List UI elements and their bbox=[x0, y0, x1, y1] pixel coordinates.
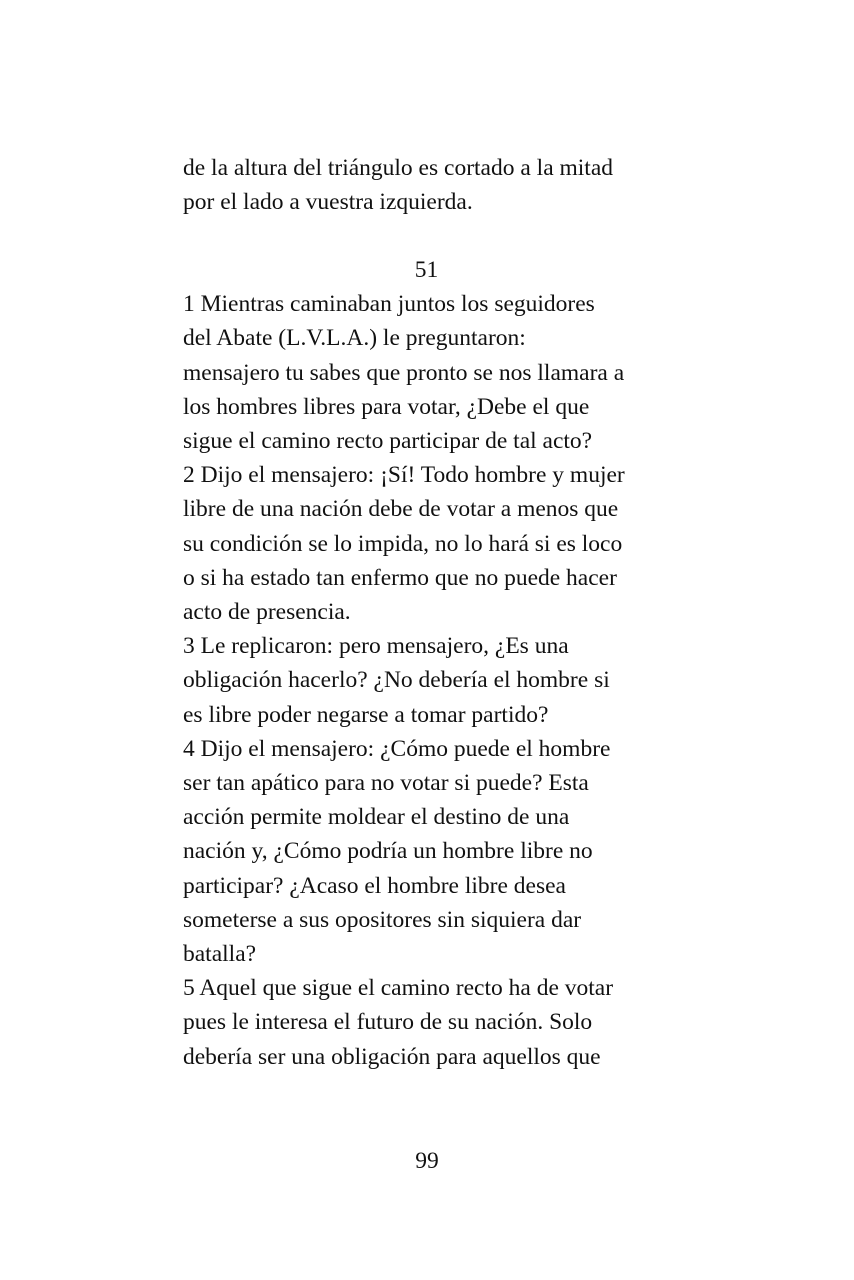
chapter-number: 51 bbox=[414, 257, 439, 283]
verse-line: es libre poder negarse a tomar partido? bbox=[183, 701, 549, 728]
verse-line: del Abate (L.V.L.A.) le preguntaron: bbox=[183, 325, 526, 352]
page-number: 99 bbox=[415, 1148, 439, 1174]
verse-line: debería ser una obligación para aquellos que bbox=[183, 1043, 601, 1070]
verse-line: 4 Dijo el mensajero: ¿Cómo puede el hombre bbox=[183, 735, 611, 762]
verse-line: 1 Mientras caminaban juntos los seguidores bbox=[183, 291, 595, 318]
continuation-paragraph bbox=[183, 151, 683, 219]
verse-line: acción permite moldear el destino de una bbox=[183, 804, 570, 831]
verse-line: nación y, ¿Cómo podría un hombre libre no bbox=[183, 838, 593, 865]
verse-line: someterse a sus opositores sin siquiera dar bbox=[183, 906, 582, 933]
verse-line: participar? ¿Acaso el hombre libre desea bbox=[183, 872, 566, 899]
verse-line: 5 Aquel que sigue el camino recto ha de votar bbox=[183, 975, 614, 1002]
verse-line: ser tan apático para no votar si puede? Esta bbox=[183, 770, 589, 797]
verse-line: o si ha estado tan enfermo que no puede hacer bbox=[183, 564, 617, 591]
verse-line: los hombres libres para votar, ¿Debe el que bbox=[183, 393, 590, 420]
text-line: por el lado a vuestra izquierda. bbox=[183, 189, 473, 216]
text-line: de la altura del triángulo es cortado a la mitad bbox=[183, 155, 614, 181]
verse-line: su condición se lo impida, no lo hará si es loco bbox=[183, 530, 623, 557]
verse-line: 2 Dijo el mensajero: ¡Sí! Todo hombre y mujer bbox=[183, 462, 625, 489]
verse-line: 3 Le replicaron: pero mensajero, ¿Es una bbox=[183, 633, 569, 660]
verse-line: acto de presencia. bbox=[183, 599, 351, 626]
verse-line: libre de una nación debe de votar a menos que bbox=[183, 496, 619, 523]
verse-line: sigue el camino recto participar de tal acto? bbox=[183, 428, 593, 455]
verse-line: mensajero tu sabes que pronto se nos llamara a bbox=[183, 359, 625, 386]
verse-line: obligación hacerlo? ¿No debería el hombre si bbox=[183, 667, 610, 694]
chapter-section bbox=[183, 253, 683, 1074]
verse-line: batalla? bbox=[183, 941, 257, 968]
verse-line: pues le interesa el futuro de su nación. Solo bbox=[183, 1009, 593, 1036]
